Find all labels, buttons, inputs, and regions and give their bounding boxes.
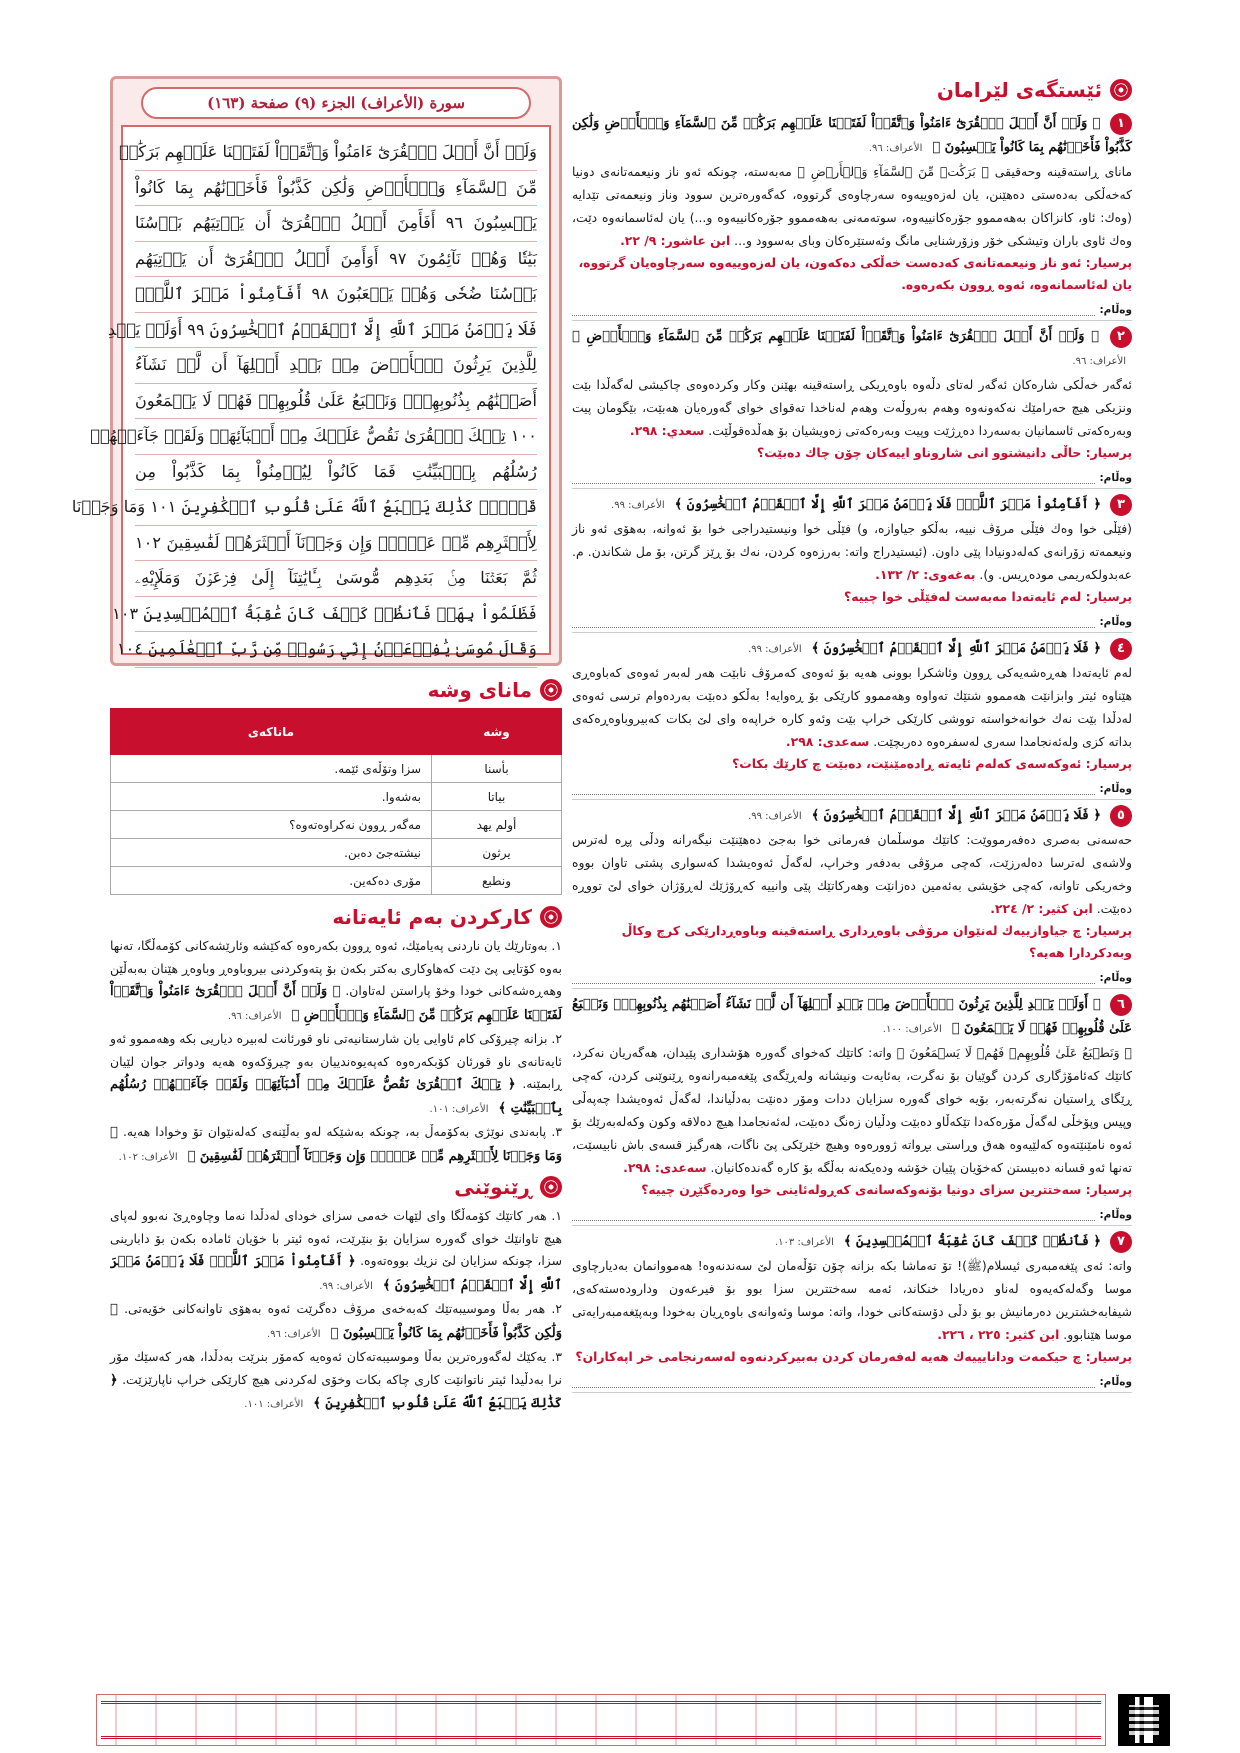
mushaf-line: فَلَا يَأۡمَنُ مَكۡرَ ٱللَّهِ إِلَّا ٱلۡقَوۡمُ ٱلۡخَٰسِرُونَ ٩٩ أَوَلَمۡ يَهۡدِ <box>135 313 537 349</box>
reflection-item <box>572 1226 1132 1393</box>
commentary-text: لەم ئایەتەدا هەڕەشەیەکی ڕوون وئاشکرا بوونی هەیە بۆ ئەوەی کەمرۆڤ نابێت هەر لەبەر ئەوەی کەباوەڕی هێناوە ئیتر وابزانێت هەمموو شتێك تەواوە وهەمموو کارێکی بۆ ڕەوایە! بەڵکو دەبێت بەردەوام ترسی ئەوەی لەدڵدا بێت نەك خوانەخواستە تووشی کارێکی خراپ بێت وئەو کارە خراپەە وای لێ بکات کەبیروباوەڕەکەی بداتە کزی ولەئەنجامدا سەری لەسفرەوە دەربچێت. <box>572 665 1132 749</box>
vocab-col-meaning: ماناکەی <box>111 709 432 755</box>
mushaf-line: قَبۡلُۚ كَذَٰلِكَ يَطۡبَعُ ٱللَّهُ عَلَىٰ قُلُوبِ ٱلۡكَٰفِرِينَ ١٠١ وَمَا وَجَدۡنَا <box>135 490 537 526</box>
answer-line[interactable] <box>572 1368 1132 1388</box>
mushaf-line: بَأۡسُنَا ضُحٗى وَهُمۡ يَلۡعَبُونَ ٩٨ أَفَأَمِنُواْ مَكۡرَ ٱللَّهِۚ <box>135 277 537 313</box>
ayah-text: ﴿ أَفَأَمِنُواْ مَكۡرَ ٱللَّهِۚ فَلَا يَأۡمَنُ مَكۡرَ ٱللَّهِ إِلَّا ٱلۡقَوۡمُ ٱلۡخَٰسِرُونَ ﴾ <box>674 497 1102 512</box>
mushaf-line: ١٠٠ تِلۡكَ ٱلۡقُرَىٰ نَقُصُّ عَلَيۡكَ مِنۡ أَنۢبَآئِهَاۚ وَلَقَدۡ جَآءَتۡهُمۡ <box>135 419 537 455</box>
item-number-badge: ٧ <box>1110 1231 1132 1253</box>
vocab-word: بیاتا <box>432 783 562 811</box>
commentary-source: بەغەوی: ٢/ ١٣٢. <box>875 567 976 582</box>
guidance-title: ڕێنوێنی <box>454 1175 532 1199</box>
rosette-icon <box>540 1176 562 1198</box>
mushaf-line: لِلَّذِينَ يَرِثُونَ ٱلۡأَرۡضَ مِنۢ بَعۡدِ أَهۡلِهَآ أَن لَّوۡ نَشَآءُ <box>135 348 537 384</box>
ayah-text: ﴿ وَلَوۡ أَنَّ أَهۡلَ ٱلۡقُرَىٰٓ ءَامَنُواْ وَٱتَّقَوۡاْ لَفَتَحۡنَا عَلَيۡهِم بَرَكَٰتٖ مِّنَ ٱلسَّمَآءِ وَٱلۡأَرۡضِ ﴾ <box>572 329 1099 344</box>
commentary-text: مانای ڕاستەقینە وحەقیقی ﴿ بَرَكَٰتٖ مِّنَ ٱلسَّمَآءِ وَٱلۡأَرۡضِ ﴾ مەبەستە، چونکە ئەو ناز ونیعمەتانەی دونیا کەخەڵکی بەدەستی دەهێنن، یان لەزەوییەوە سەرچاوەی گرتووە، کەگەورەترین سوود وناز ونیعمەتی تێدایە (وەك: ئاو، کانزاکان بەهەمموو جۆرەکانییەوە، سوتەمەنی بەهەمموو جۆرەکانییەوە و...) یان لەئاسمانەوە دێت، وەك ئاوی باران وتیشکی خۆر وزۆرشنایی مانگ وئەستێرەکان وبای بەسوود و... <box>572 164 1132 248</box>
item-number-badge: ٣ <box>1110 494 1132 516</box>
vocab-word: بأسنا <box>432 755 562 783</box>
answer-label: وەڵام: <box>1099 304 1132 316</box>
mushaf-line: ثُمَّ بَعَثۡنَا مِنۢ بَعۡدِهِم مُّوسَىٰ بِـَٔايَٰتِنَآ إِلَىٰ فِرۡعَوۡنَ وَمَلَإِيْهِۦ <box>135 561 537 597</box>
item-number-badge: ٦ <box>1110 994 1132 1016</box>
reflection-body <box>572 803 1132 920</box>
mushaf-line: يَكۡسِبُونَ ٩٦ أَفَأَمِنَ أَهۡلُ ٱلۡقُرَىٰٓ أَن يَأۡتِيَهُم بَأۡسُنَا <box>135 206 537 242</box>
ayah-reference: الأعراف: ٩٩. <box>748 644 802 655</box>
answer-line[interactable] <box>572 464 1132 484</box>
commentary-source: ابن کثیر: ٢/ ٢٢٤. <box>990 901 1093 916</box>
answer-line[interactable] <box>572 296 1132 316</box>
question-text: پرسیار: چ حیکمەت ودانایییەك هەیە لەفەرمان کردن بەبیرکردنەوە لەسەرنجامی خر اپەکاران؟ <box>575 1349 1132 1364</box>
vocab-meaning: مۆری دەکەین. <box>111 867 432 895</box>
vocab-row <box>111 783 562 811</box>
question-text: پرسیار: حاڵی دانیشتوو انی شاروناو اییەکان چۆن چاك دەبێت؟ <box>757 445 1132 460</box>
mushaf-line: بَيَٰتٗا وَهُمۡ نَآئِمُونَ ٩٧ أَوَأَمِنَ أَهۡلُ ٱلۡقُرَىٰٓ أَن يَأۡتِيَهُم <box>135 242 537 278</box>
reflection-item <box>572 989 1132 1226</box>
answer-line[interactable] <box>572 608 1132 628</box>
question-text: پرسیار: چ جیاوازییەك لەنێوان مرۆڤی باوەڕداری ڕاستەقینە وباوەڕدارێکی کرچ وکاڵ وبەدکردارا هەیە؟ <box>621 923 1132 960</box>
commentary-source: ابن کثیر: ٢٢٥ ، ٢٢٦. <box>937 1327 1060 1342</box>
reflection-body <box>572 492 1132 586</box>
ayah-reference: الأعراف: ٩٩. <box>748 811 802 822</box>
answer-dots <box>572 474 1095 484</box>
vocab-row <box>111 867 562 895</box>
answer-line[interactable] <box>572 1201 1132 1221</box>
question-text: پرسیار: ئەوکەسەی کەلەم ئایەتە ڕادەمێنێت، دەبێت چ کارێك بکات؟ <box>732 756 1132 771</box>
reflection-body <box>572 636 1132 753</box>
ayah-text: ﴿ فَٱنظُرۡ كَيۡفَ كَانَ عَٰقِبَةُ ٱلۡمُفۡسِدِينَ ﴾ <box>843 1234 1102 1249</box>
reflection-item <box>572 633 1132 800</box>
mushaf-text <box>71 125 551 658</box>
vocab-word: أولم یهد <box>432 811 562 839</box>
practice-item-3: ٣. پابەندی نوێژی بەکۆمەڵ بە، چونکە بەشێکە لەو بەڵێنەی کەلەنێوان تۆ وخوادا هەیە. ﴿ وَمَا وَجَدۡنَا لِأَكۡثَرِهِم مِّنۡ عَهۡدٖۖ وَإِن وَجَدۡنَآ أَكۡثَرَهُمۡ لَفَٰسِقِينَ ﴾ الأعراف: ١٠٢. <box>110 1124 562 1164</box>
item-number-badge: ٥ <box>1110 805 1132 827</box>
commentary-source: سەعدی: ٢٩٨. <box>623 1160 707 1175</box>
answer-dots <box>572 974 1095 984</box>
commentary-text: (فێڵی خوا وەك فێڵی مرۆڤ نییە، بەڵکو جیاوازە، و) فێڵی خوا ونیستیدراجی خوا بۆ ئەوانە، بەهۆی ئەو ناز ونیعمەتە زۆرانەی کەلەدونیادا پێی داون. (ئیستیدراج واتە: بەرزەوە کردن، نەك بۆ ڕێز گرتن، بۆ مل شکاندن. م. عەبدولکەریمی مودەڕیس. و). <box>572 521 1132 582</box>
reflection-title: ئێستگەی لێرامان <box>936 78 1102 102</box>
vocab-table <box>110 708 562 895</box>
answer-dots <box>572 785 1095 795</box>
vocab-word: ونطبع <box>432 867 562 895</box>
mushaf-line: أَصَبۡنَٰهُم بِذُنُوبِهِمۡۚ وَنَطۡبَعُ عَلَىٰ قُلُوبِهِمۡ فَهُمۡ لَا يَسۡمَعُونَ <box>135 384 537 420</box>
guidance-item-3: ٣. یەکێك لەگەورەترین بەڵا وموسیبەتەکان ئەوەیە کەمۆر بنرێت بەدڵدا، هەر کەسێك مۆر نرا بەدڵیدا ئیتر ناتوانێت کاری چاکە بکات وخۆی لەکردنی هیچ کارێکی خراپ ناپارێزێت. ﴿ كَذَٰلِكَ يَطۡبَعُ ٱللَّهُ عَلَىٰ قُلُوبِ ٱلۡكَٰفِرِينَ ﴾ الأعراف: ١٠١. <box>110 1349 562 1411</box>
mushaf-line: وَقَالَ مُوسَىٰ يَٰفِرۡعَوۡنُ إِنِّي رَسُولٞ مِّن رَّبِّ ٱلۡعَٰلَمِينَ ١٠٤ <box>135 632 537 668</box>
item-number-badge: ١ <box>1110 113 1132 135</box>
reflection-item <box>572 108 1132 321</box>
guidance-header <box>110 1175 562 1199</box>
ayah-text: ﴿ فَلَا يَأۡمَنُ مَكۡرَ ٱللَّهِ إِلَّا ٱلۡقَوۡمُ ٱلۡخَٰسِرُونَ ﴾ <box>811 641 1102 656</box>
ayah-reference: الأعراف: ٩٦. <box>1072 356 1126 367</box>
reflection-body <box>572 324 1132 442</box>
ayah-reference: الأعراف: ٩٦. <box>868 143 923 154</box>
question-text: پرسیار: ئەو ناز ونیعمەتانەی کەدەست خەڵکی دەکەون، یان لەزەوییەوە سەرچاوەیان گرتووە، یان لەئاسمانەوە، ئەوە ڕوون بکەرەوە. <box>578 255 1132 292</box>
vocab-header <box>110 678 562 702</box>
vocab-meaning: مەگەر ڕوون نەکراوەتەوە؟ <box>111 811 432 839</box>
commentary-source: ابن عاشور: ٩/ ٢٢. <box>620 233 731 248</box>
commentary-source: سعدي: ٢٩٨. <box>629 423 705 438</box>
ayah-text: ﴿ فَلَا يَأۡمَنُ مَكۡرَ ٱللَّهِ إِلَّا ٱلۡقَوۡمُ ٱلۡخَٰسِرُونَ ﴾ <box>811 808 1102 823</box>
ayah-reference: الأعراف: ٩٩. <box>611 500 665 511</box>
vocab-title: مانای وشە <box>427 678 532 702</box>
answer-dots <box>572 306 1095 316</box>
mushaf-header: سورة (الأعراف) الجزء (٩) صفحة (١٦٣) <box>141 87 531 119</box>
guidance-item-2: ٢. هەر بەڵا وموسیبەتێك کەبەخەی مرۆڤ دەگرێت ئەوە بەهۆی تاوانەکانی خۆیەتی. ﴿ وَلَٰكِن كَذَّبُواْ فَأَخَذۡنَٰهُم بِمَا كَانُواْ يَكۡسِبُونَ ﴾ الأعراف: ٩٦. <box>110 1301 562 1341</box>
reflection-body <box>572 1229 1132 1346</box>
commentary-text: ﴿ وَنَطۡبَعُ عَلَىٰ قُلُوبِهِمۡ فَهُمۡ لَا يَسۡمَعُونَ ﴾ واتە: کاتێك کەخوای گەورە هۆشداری پێیدان، هەگەریان نەکرد، کاتێك کەئامۆژگاری کردن گوێیان بۆ نەگرت، بەئایەت ونیشانە ولەڕێگەی پێغەمبەرانەوە ڕێنوێنی کردن، کەچی ڕێگای ڕاستیان نەگرتەبەر، بۆیە خوای گەورە سزایان ددات ومۆر دەنێت بەدڵیاندا، لەگەڵ ئەوەیشدا چەپەڵی وپیس وپۆخڵی لەگەڵ مۆرەکەدا تێکەڵاو دەبێت ودڵیان زەنگ دەبێت، لەئەنجامدا هیچ دەلاقە وکون وکەلەبەرێك بۆ ئەوە نامێنێتەوە کەلێیەوە هەق وڕاستی بڕواتە ژوورەوە وهیچ خێرێکی پێ ناگات، هەرگیز قسەی باش نابیسێت، تەنها ئەو قسانە دەبیستن کەخۆیان پێیان خۆشە ودەیکەنە بەڵگە بۆ کارە گەندەکانیان. <box>572 1045 1132 1175</box>
reflection-body <box>572 111 1132 252</box>
rosette-icon <box>1110 79 1132 101</box>
practice-title: کارکردن بەم ئایەتانە <box>332 905 532 929</box>
mushaf-line: مِّنَ ٱلسَّمَآءِ وَٱلۡأَرۡضِ وَلَٰكِن كَذَّبُواْ فَأَخَذۡنَٰهُم بِمَا كَانُواْ <box>135 171 537 207</box>
vocab-col-word: وشە <box>432 709 562 755</box>
commentary-text: ئەگەر خەڵکی شارەکان ئەگەر لەتای دڵەوە باوەڕیکی ڕاستەقینە بهێنن وکار وکردەوەی چاکیشی لەگەڵدا بێت ونزیکی هیچ حەرامێك نەکەونەوە وهەم بەروڵەت وهەم لەناخدا تەقوای خوای گەورەیان هەبێت، بێگومان پیت وبەرەکەتی ئاسمانیان بەسەردا دەڕژێت وپیت وبەرەکەتی زەویشیان بۆ هەڵدەقوڵێت. <box>572 377 1132 438</box>
practice-item-1: ١. بەوتارێك یان ناردنی پەیامێك، ئەوە ڕوون بکەرەوە کەکێشە وئارێشەکانی کۆمەڵگا، تەنها بەوە کۆتایی پێ دێت کەهاوکاری بەکتر بکەن بۆ پتەوکردنی بیروباوەڕ وباوەڕ هێنان بەبەڵێن وهەڕەشەکانی خودا وخۆ پاراستن لەتاوان. ﴿ وَلَوۡ أَنَّ أَهۡلَ ٱلۡقُرَىٰٓ ءَامَنُواْ وَٱتَّقَوۡاْ لَفَتَحۡنَا عَلَيۡهِم بَرَكَٰتٖ مِّنَ ٱلسَّمَآءِ وَٱلۡأَرۡضِ ﴾ الأعراف: ٩٦. <box>110 938 562 1023</box>
commentary-text: حەسەنی بەصری دەفەرمووێت: کاتێك موسڵمان فەرمانی خوا بەجێ دەهێنێت نیگەرانە ودڵی پڕە لەترس ولاشەی لەترسا دەلەرزێت، کەچی مرۆڤی بەدفەر وخراپ، لەگەڵ ئەوەیشدا کەسواری پشتی تاوان بووە وخەریکی تاوانە، کەچی خۆیشی بەئەمین دەزانێت وهەرکاتێك پێی وانییە کەڕۆژێك لەڕۆژان خوای لێ تووڕە دەبێت. <box>572 832 1132 916</box>
answer-dots <box>572 1378 1095 1388</box>
rosette-icon <box>540 679 562 701</box>
left-column <box>71 76 562 1417</box>
vocab-meaning: نیشتەجێ دەبن. <box>111 839 432 867</box>
qr-code[interactable] <box>1118 1694 1170 1746</box>
answer-label: وەڵام: <box>1099 1376 1132 1388</box>
answer-label: وەڵام: <box>1099 616 1132 628</box>
mushaf-page <box>71 76 562 666</box>
reflection-header <box>572 78 1132 102</box>
answer-line[interactable] <box>572 775 1132 795</box>
item-number-badge: ٤ <box>1110 638 1132 660</box>
question-text: پرسیار: سەختترین سزای دونیا بۆنەوکەسانەی کەڕولەئاینی خوا وەردەگێڕن چییە؟ <box>641 1182 1132 1197</box>
commentary-source: سەعدی: ٢٩٨. <box>785 734 870 749</box>
vocab-row <box>111 839 562 867</box>
mushaf-line: فَظَلَمُواْ بِهَاۖ فَٱنظُرۡ كَيۡفَ كَانَ عَٰقِبَةُ ٱلۡمُفۡسِدِينَ ١٠٣ <box>135 597 537 633</box>
ayah-text: ﴿ أَوَلَمۡ يَهۡدِ لِلَّذِينَ يَرِثُونَ ٱلۡأَرۡضَ مِنۢ بَعۡدِ أَهۡلِهَآ أَن لَّوۡ نَشَآءُ أَصَبۡنَٰهُم بِذُنُوبِهِمۡۚ وَنَطۡبَعُ عَلَىٰ قُلُوبِهِمۡ فَهُمۡ لَا يَسۡمَعُونَ ﴾ <box>572 997 1132 1036</box>
answer-dots <box>572 618 1095 628</box>
reflection-item <box>572 321 1132 489</box>
reflection-item <box>572 489 1132 633</box>
vocab-row <box>111 755 562 783</box>
practice-header <box>110 905 562 929</box>
decorative-footer-band <box>96 1694 1106 1746</box>
commentary-text: واتە: ئەی پێغەمبەری ئیسلام(ﷺ)! تۆ تەماشا بکە بزانە چۆن تۆڵەمان لێ سەندنەوە! هەمووانمان بەدیارچاوی موسا وگەلەکەیەوە لەناو دەریادا خنکاند، ئەمە سەختترین سزا بوو بۆ فیرعەون ودارودەستەکەی، شیفابەخشترین دەرمانیش بو بۆ دڵی دۆستەکانی خودا، واتە: موسا وئەوانەی باوەڕیان بەخودا وبەپێغەمبەرایەتی موسا هێنابوو. <box>572 1258 1132 1342</box>
ayah-reference: الأعراف: ١٠٣. <box>774 1237 834 1248</box>
vocab-word: یرثون <box>432 839 562 867</box>
vocab-meaning: سزا وتۆڵەی ئێمە. <box>111 755 432 783</box>
vocab-meaning: بەشەوا. <box>111 783 432 811</box>
answer-label: وەڵام: <box>1099 972 1132 984</box>
answer-label: وەڵام: <box>1099 783 1132 795</box>
practice-item-2: ٢. بزانە چیرۆکی کام ئاوایی یان شارستانیەتی ناو قورئانت لەبیرە دیاریی بکە وهەمموو ئەو ئایەتانەی ناو قورئان کۆبکەرەوە کەپەیوەندییان بەو چیرۆکەوە هەیە ودواتر جوان لێیان ڕابمێنە. ﴿ تِلۡكَ ٱلۡقُرَىٰ نَقُصُّ عَلَيۡكَ مِنۡ أَنۢبَآئِهَاۚ وَلَقَدۡ جَآءَتۡهُمۡ رُسُلُهُم بِٱلۡبَيِّنَٰتِ ﴾ الأعراف: ١٠١. <box>110 1031 562 1116</box>
mushaf-line: رُسُلُهُم بِٱلۡبَيِّنَٰتِ فَمَا كَانُواْ لِيُؤۡمِنُواْ بِمَا كَذَّبُواْ مِن <box>135 455 537 491</box>
mushaf-line: لِأَكۡثَرِهِم مِّنۡ عَهۡدٖۖ وَإِن وَجَدۡنَآ أَكۡثَرَهُمۡ لَفَٰسِقِينَ ١٠٢ <box>135 526 537 562</box>
reflection-body <box>572 992 1132 1179</box>
answer-line[interactable] <box>572 964 1132 984</box>
reflection-column <box>572 78 1132 1673</box>
answer-label: وەڵام: <box>1099 1209 1132 1221</box>
rosette-icon <box>540 906 562 928</box>
answer-label: وەڵام: <box>1099 472 1132 484</box>
ayah-reference: الأعراف: ١٠٠. <box>882 1024 942 1035</box>
question-text: پرسیار: لەم ئایەتەدا مەبەست لەفێڵی خوا چییە؟ <box>844 589 1132 604</box>
reflection-item <box>572 800 1132 989</box>
ayah-text: ﴿ وَلَوۡ أَنَّ أَهۡلَ ٱلۡقُرَىٰٓ ءَامَنُواْ وَٱتَّقَوۡاْ لَفَتَحۡنَا عَلَيۡهِم بَرَكَٰتٖ مِّنَ ٱلسَّمَآءِ وَٱلۡأَرۡضِ وَلَٰكِن كَذَّبُواْ فَأَخَذۡنَٰهُم بِمَا كَانُواْ يَكۡسِبُونَ ﴾ <box>572 116 1132 155</box>
item-number-badge: ٢ <box>1110 326 1132 348</box>
vocab-row <box>111 811 562 839</box>
guidance-item-1: ١. هەر کاتێك کۆمەڵگا وای لێهات خەمی سزای خودای لەدڵدا نەما وچاوەڕێ نەبوو لەپای هیچ تاوانێك خوای گەورە سزایان بۆ بنێرێت، ئەوە ئیتر با خۆیان ئامادە بکەن بۆ دابارینی سزا، چونکە سزایان لێ نزیك بووەتەوە. ﴿ أَفَأَمِنُواْ مَكۡرَ ٱللَّهِۚ فَلَا يَأۡمَنُ مَكۡرَ ٱللَّهِ إِلَّا ٱلۡقَوۡمُ ٱلۡخَٰسِرُونَ ﴾ الأعراف: ٩٩. <box>110 1208 562 1293</box>
answer-dots <box>572 1211 1095 1221</box>
mushaf-line: وَلَوۡ أَنَّ أَهۡلَ ٱلۡقُرَىٰٓ ءَامَنُواْ وَٱتَّقَوۡاْ لَفَتَحۡنَا عَلَيۡهِم بَرَكَٰتٖ <box>135 135 537 171</box>
